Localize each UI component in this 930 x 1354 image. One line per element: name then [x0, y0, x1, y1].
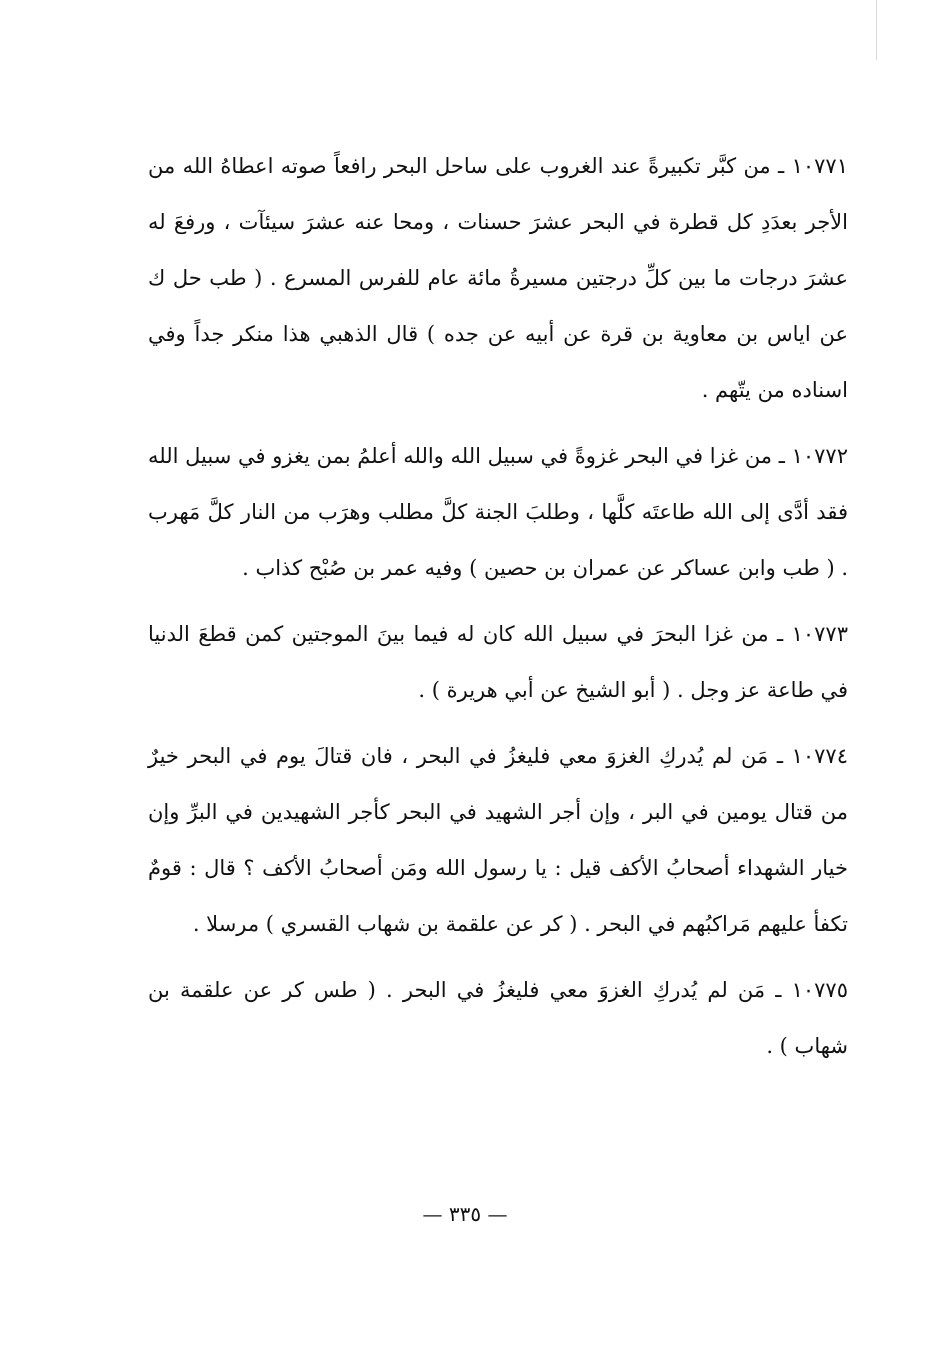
hadith-number: ١٠٧٧٣: [791, 622, 848, 646]
hadith-text: ـ من غزا في البحر غزوةً في سبيل الله والله أعلمُ بمن يغزو في سبيل الله فقد أدَّى إلى الله طاعتَه كلَّها ، وطلبَ الجنة كلَّ مطلب وهرَب من النار كلَّ مَهرب . ( طب وابن عساكر عن عمران بن حصين ) وفيه عمر بن صُبْح كذاب .: [148, 444, 848, 580]
hadith-paragraph-10771: [148, 138, 848, 418]
hadith-number: ١٠٧٧١: [791, 154, 848, 178]
page-number: — ٣٣٥ —: [422, 1202, 508, 1226]
hadith-text: ـ مَن لم يُدركِ الغزوَ معي فليغزُ في البحر ، فان قتالَ يوم في البحر خيرٌ من قتال يومين في البر ، وإن أجر الشهيد في البحر كأجر الشهيدين في البرِّ وإن خيار الشهداء أصحابُ الأكف قيل : يا رسول الله ومَن أصحابُ الأكف ؟ قال : قومٌ تكفأ عليهم مَراكبُهم في البحر . ( كر عن علقمة بن شهاب القسري ) مرسلا .: [148, 744, 848, 936]
page-edge-mark: [876, 0, 877, 60]
hadith-text: ـ من كبَّر تكبيرةً عند الغروب على ساحل البحر رافعاً صوته اعطاهُ الله من الأجر بعدَدِ كل قطرة في البحر عشرَ حسنات ، ومحا عنه عشرَ سيئآت ، ورفعَ له عشرَ درجات ما بين كلِّ درجتين مسيرةُ مائة عام للفرس المسرع . ( طب حل ك عن اياس بن معاوية بن قرة عن أبيه عن جده ) قال الذهبي هذا منكر جداً وفي اسناده من يتّهم .: [148, 154, 848, 402]
hadith-text: ـ مَن لم يُدركِ الغزوَ معي فليغزُ في البحر . ( طس كر عن علقمة بن شهاب ) .: [148, 978, 848, 1058]
hadith-paragraph-10773: [148, 606, 848, 718]
hadith-text-block: [148, 138, 848, 1084]
hadith-number: ١٠٧٧٢: [791, 444, 848, 468]
hadith-text: ـ من غزا البحرَ في سبيل الله كان له فيما بينَ الموجتين كمن قطعَ الدنيا في طاعة عز وجل . ( أبو الشيخ عن أبي هريرة ) .: [148, 622, 848, 702]
hadith-number: ١٠٧٧٥: [791, 978, 848, 1002]
hadith-number: ١٠٧٧٤: [791, 744, 848, 768]
hadith-paragraph-10775: [148, 962, 848, 1074]
hadith-paragraph-10774: [148, 728, 848, 952]
hadith-paragraph-10772: [148, 428, 848, 596]
